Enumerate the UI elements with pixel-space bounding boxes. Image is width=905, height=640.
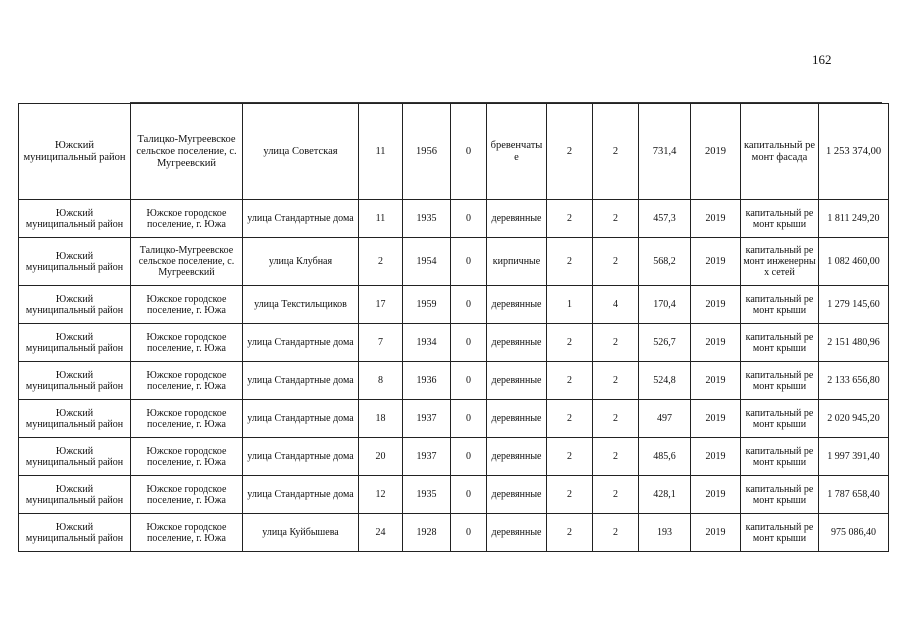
cell-entrances: 2 (593, 476, 639, 514)
cell-street: улица Стандартные дома (243, 324, 359, 362)
cell-floors: 2 (547, 476, 593, 514)
cell-entrances: 4 (593, 286, 639, 324)
housing-repair-table (18, 103, 889, 552)
table-row (19, 514, 889, 552)
cell-floors: 2 (547, 200, 593, 238)
cell-house: 8 (359, 362, 403, 400)
cell-area: 497 (639, 400, 691, 438)
table-row (19, 238, 889, 286)
cell-work_type: капитальный ремонт крыши (741, 400, 819, 438)
cell-cost: 1 279 145,60 (819, 286, 889, 324)
cell-floors: 2 (547, 362, 593, 400)
cell-entrances: 2 (593, 238, 639, 286)
cell-year: 1928 (403, 514, 451, 552)
cell-area: 193 (639, 514, 691, 552)
cell-entrances: 2 (593, 104, 639, 200)
cell-area: 731,4 (639, 104, 691, 200)
cell-year: 1956 (403, 104, 451, 200)
cell-plan_year: 2019 (691, 514, 741, 552)
cell-floors: 2 (547, 514, 593, 552)
cell-district: Южский муниципальный район (19, 200, 131, 238)
cell-settlement: Южское городское поселение, г. Южа (131, 324, 243, 362)
cell-house: 7 (359, 324, 403, 362)
table-row (19, 476, 889, 514)
cell-year: 1935 (403, 200, 451, 238)
cell-wall_material: деревянные (487, 476, 547, 514)
cell-zero: 0 (451, 514, 487, 552)
cell-plan_year: 2019 (691, 476, 741, 514)
cell-area: 170,4 (639, 286, 691, 324)
table-row (19, 400, 889, 438)
cell-district: Южский муниципальный район (19, 400, 131, 438)
cell-district: Южский муниципальный район (19, 324, 131, 362)
cell-wall_material: деревянные (487, 200, 547, 238)
cell-work_type: капитальный ремонт фасада (741, 104, 819, 200)
table-row (19, 324, 889, 362)
cell-entrances: 2 (593, 362, 639, 400)
cell-work_type: капитальный ремонт крыши (741, 362, 819, 400)
cell-zero: 0 (451, 238, 487, 286)
cell-work_type: капитальный ремонт инженерных сетей (741, 238, 819, 286)
cell-year: 1959 (403, 286, 451, 324)
cell-wall_material: бревенчатые (487, 104, 547, 200)
cell-floors: 2 (547, 104, 593, 200)
cell-street: улица Стандартные дома (243, 476, 359, 514)
cell-work_type: капитальный ремонт крыши (741, 200, 819, 238)
cell-plan_year: 2019 (691, 362, 741, 400)
cell-zero: 0 (451, 400, 487, 438)
cell-settlement: Южское городское поселение, г. Южа (131, 514, 243, 552)
cell-zero: 0 (451, 362, 487, 400)
cell-house: 2 (359, 238, 403, 286)
table-row (19, 200, 889, 238)
table-row (19, 104, 889, 200)
cell-zero: 0 (451, 476, 487, 514)
cell-year: 1954 (403, 238, 451, 286)
cell-settlement: Южское городское поселение, г. Южа (131, 400, 243, 438)
cell-area: 526,7 (639, 324, 691, 362)
cell-area: 524,8 (639, 362, 691, 400)
cell-settlement: Талицко-Мугреевское сельское поселение, с. Мугреевский (131, 238, 243, 286)
cell-year: 1937 (403, 400, 451, 438)
cell-house: 24 (359, 514, 403, 552)
cell-house: 12 (359, 476, 403, 514)
cell-work_type: капитальный ремонт крыши (741, 514, 819, 552)
cell-work_type: капитальный ремонт крыши (741, 476, 819, 514)
cell-year: 1934 (403, 324, 451, 362)
cell-street: улица Стандартные дома (243, 362, 359, 400)
cell-settlement: Южское городское поселение, г. Южа (131, 476, 243, 514)
cell-district: Южский муниципальный район (19, 104, 131, 200)
cell-plan_year: 2019 (691, 438, 741, 476)
table-row (19, 438, 889, 476)
cell-plan_year: 2019 (691, 238, 741, 286)
cell-settlement: Южское городское поселение, г. Южа (131, 200, 243, 238)
cell-entrances: 2 (593, 514, 639, 552)
cell-area: 428,1 (639, 476, 691, 514)
cell-wall_material: деревянные (487, 286, 547, 324)
cell-street: улица Стандартные дома (243, 438, 359, 476)
cell-zero: 0 (451, 200, 487, 238)
cell-zero: 0 (451, 324, 487, 362)
cell-street: улица Текстильщиков (243, 286, 359, 324)
cell-cost: 2 151 480,96 (819, 324, 889, 362)
table-row (19, 362, 889, 400)
cell-settlement: Южское городское поселение, г. Южа (131, 438, 243, 476)
cell-wall_material: деревянные (487, 362, 547, 400)
cell-floors: 2 (547, 400, 593, 438)
cell-cost: 1 997 391,40 (819, 438, 889, 476)
cell-year: 1937 (403, 438, 451, 476)
cell-cost: 2 020 945,20 (819, 400, 889, 438)
cell-district: Южский муниципальный район (19, 476, 131, 514)
cell-year: 1935 (403, 476, 451, 514)
cell-floors: 2 (547, 324, 593, 362)
cell-house: 18 (359, 400, 403, 438)
cell-house: 20 (359, 438, 403, 476)
cell-house: 11 (359, 104, 403, 200)
cell-settlement: Талицко-Мугреевское сельское поселение, с. Мугреевский (131, 104, 243, 200)
cell-cost: 1 811 249,20 (819, 200, 889, 238)
cell-plan_year: 2019 (691, 200, 741, 238)
cell-cost: 1 253 374,00 (819, 104, 889, 200)
cell-zero: 0 (451, 438, 487, 476)
cell-street: улица Советская (243, 104, 359, 200)
table-row (19, 286, 889, 324)
cell-house: 11 (359, 200, 403, 238)
cell-district: Южский муниципальный район (19, 438, 131, 476)
cell-house: 17 (359, 286, 403, 324)
cell-street: улица Стандартные дома (243, 400, 359, 438)
cell-street: улица Куйбышева (243, 514, 359, 552)
cell-zero: 0 (451, 104, 487, 200)
cell-work_type: капитальный ремонт крыши (741, 438, 819, 476)
cell-floors: 1 (547, 286, 593, 324)
cell-floors: 2 (547, 438, 593, 476)
cell-district: Южский муниципальный район (19, 286, 131, 324)
page-number: 162 (812, 52, 832, 67)
cell-entrances: 2 (593, 200, 639, 238)
cell-settlement: Южское городское поселение, г. Южа (131, 286, 243, 324)
cell-plan_year: 2019 (691, 286, 741, 324)
cell-district: Южский муниципальный район (19, 362, 131, 400)
cell-street: улица Стандартные дома (243, 200, 359, 238)
cell-plan_year: 2019 (691, 104, 741, 200)
cell-entrances: 2 (593, 400, 639, 438)
cell-district: Южский муниципальный район (19, 238, 131, 286)
cell-year: 1936 (403, 362, 451, 400)
cell-cost: 2 133 656,80 (819, 362, 889, 400)
cell-area: 568,2 (639, 238, 691, 286)
cell-settlement: Южское городское поселение, г. Южа (131, 362, 243, 400)
cell-wall_material: деревянные (487, 514, 547, 552)
cell-cost: 1 787 658,40 (819, 476, 889, 514)
cell-cost: 1 082 460,00 (819, 238, 889, 286)
cell-wall_material: деревянные (487, 324, 547, 362)
cell-area: 485,6 (639, 438, 691, 476)
cell-wall_material: деревянные (487, 400, 547, 438)
cell-work_type: капитальный ремонт крыши (741, 286, 819, 324)
cell-work_type: капитальный ремонт крыши (741, 324, 819, 362)
cell-area: 457,3 (639, 200, 691, 238)
cell-plan_year: 2019 (691, 324, 741, 362)
cell-floors: 2 (547, 238, 593, 286)
cell-zero: 0 (451, 286, 487, 324)
cell-entrances: 2 (593, 324, 639, 362)
cell-district: Южский муниципальный район (19, 514, 131, 552)
cell-wall_material: деревянные (487, 438, 547, 476)
cell-plan_year: 2019 (691, 400, 741, 438)
cell-wall_material: кирпичные (487, 238, 547, 286)
cell-entrances: 2 (593, 438, 639, 476)
cell-cost: 975 086,40 (819, 514, 889, 552)
cell-street: улица Клубная (243, 238, 359, 286)
